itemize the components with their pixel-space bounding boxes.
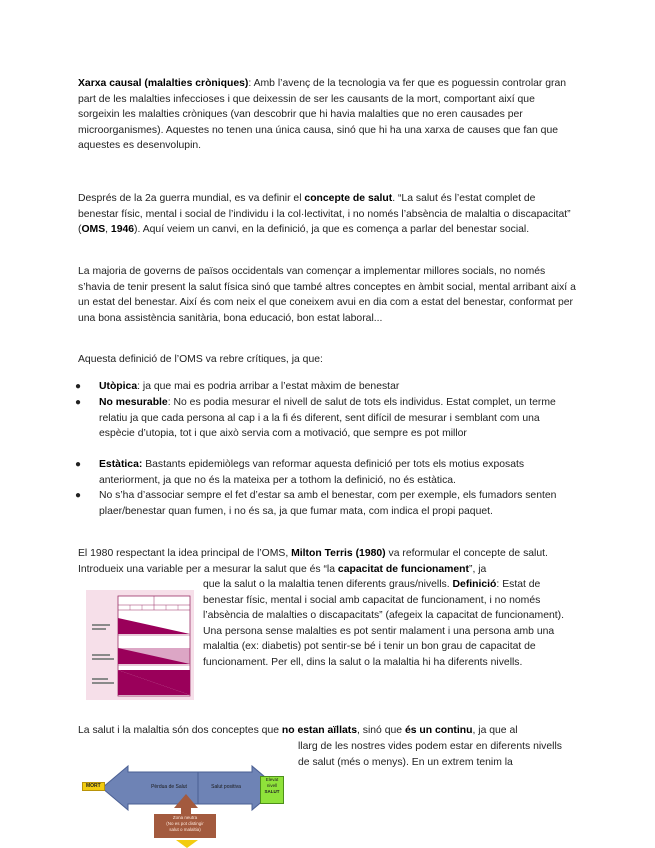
bullet-icon: ● [75, 397, 82, 408]
paragraph-terris-intro: El 1980 respectant la idea principal de l’OMS, Milton Terris (1980) va reformular el concepte de salut. Introdueix una variable per a mesurar la salut que és “la capacitat de funcionament”, ja [78, 548, 548, 575]
neutral-zone-box: Zona neutra (No es pot distingir salut o malaltia) [166, 815, 204, 832]
paragraph-continuum-cont: llarg de les nostres vides podem estar en diferents nivells de salut (més o menys). En un extrem tenim la [298, 741, 562, 768]
list-item: ● Estàtica: Bastants epidemiòlegs van reformar aquesta definició per tots els motius exposats anteriorment, ja que no és la mateixa per a tothom la definició, no és estàtica. [75, 459, 525, 486]
terris-capacity-figure [86, 590, 194, 700]
list-item: ● Utòpica: ja que mai es podria arribar a l’estat màxim de benestar [99, 379, 577, 395]
list-item: ● No s’ha d’associar sempre el fet d’estar sa amb el benestar, com per exemple, els fumadors senten plaer/benestar quan fumen, i no és sa, ja que fumar mata, com indica el propi paquet. [75, 490, 557, 517]
paragraph-health-concept: Després de la 2a guerra mundial, es va definir el concepte de salut. “La salut és l’estat complet de benestar físic, mental i social de l’individu i la col·lectivitat, i no només l’absència de malaltia o discapacitat” (OMS, 1946). Aquí veiem un canvi, en la definició, ja que es comença a parlar del benestar social. [78, 193, 571, 236]
figure-graphic [86, 590, 194, 700]
health-continuum-figure [80, 762, 290, 848]
paragraph-welfare-state: La majoria de governs de països occidentals van començar a implementar millores socials, no només s’havia de tenir present la salut física sinó que també altres conceptes en àmbit social, mental arribant així a un estat del benestar. Així és com neix el que coneixem avui en dia com a estat del benestar, conformat per una bona assistència sanitària, bona educació, bon estat laboral... [78, 266, 576, 324]
positive-health-label: Salut positiva [211, 784, 241, 790]
high-health-tag: Elevat nivell SALUT [260, 776, 284, 804]
bullet-icon: ● [75, 490, 82, 501]
list-item: ● No mesurable: No es podia mesurar el nivell de salut de tots els individus. Estat complet, un terme relatiu ja que cada persona al cap i a la fi és diferent, sent difícil de mesurar i semblant com una espècie d’utopia, tot i que això servia com a motivació, que sempre es pot millor [75, 397, 556, 440]
continuum-arrows [80, 762, 290, 848]
health-loss-label: Pèrdua de Salut [151, 784, 187, 790]
term-causal-network: Xarxa causal (malalties cròniques) [78, 78, 249, 89]
paragraph-critiques-intro: Aquesta definició de l’OMS va rebre crítiques, ja que: [78, 354, 323, 365]
paragraph-continuum: La salut i la malaltia són dos conceptes que no estan aïllats, sinó que és un continu, ja que al [78, 725, 518, 736]
bullet-icon: ● [75, 459, 82, 470]
bullet-icon: ● [75, 381, 82, 392]
paragraph-terris-definition: que la salut o la malaltia tenen diferents graus/nivells. Definició: Estat de benestar físic, mental i social amb capacitat de funcionament, i no només l’absència de malalties o discapacitats” (afegeix la capacitat de funcionament). Una persona sense malalties es pot sentir malament i una persona amb una malaltia (ex: diabetis) pot sentir-se bé i tenir un bon grau de capacitat de funcionament. Per ell, dins la salut o la malaltia hi ha diferents nivells. [203, 579, 564, 668]
paragraph-causal-network: Xarxa causal (malalties cròniques): Amb l’avenç de la tecnologia va fer que es poguessin controlar gran part de les malalties infeccioses i que deixessin de ser les causants de la mort, comportant així que sorgeixin les malalties cròniques (van descobrir que hi havia malalties que no eren causades per microorganismes). Aquestes no tenen una única causa, sinó que hi ha una xarxa de causes que fan que aquestes es desenvolupin. [78, 78, 567, 152]
death-tag: MORT [82, 782, 105, 791]
